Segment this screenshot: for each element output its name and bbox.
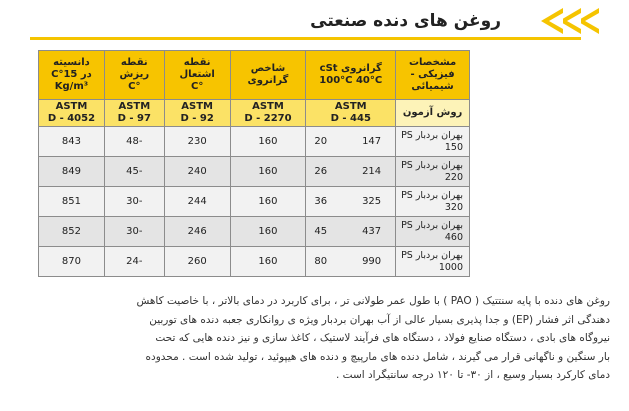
flash-point: 230 bbox=[164, 127, 230, 157]
viscosity-cell bbox=[306, 217, 396, 247]
header-cell: نقطه ریزش °C bbox=[104, 51, 164, 100]
viscosity-cell bbox=[306, 127, 396, 157]
description-line: دهندگی اثر فشار (EP) و جدا پذیری بسیار عالی از آب بهران بردبار ویژه ی روانکاری جعبه دنده های توربین bbox=[149, 313, 610, 326]
viscosity-40: 990 bbox=[362, 256, 382, 267]
density: 843 bbox=[39, 127, 105, 157]
table-header-row bbox=[39, 51, 470, 100]
flash-point: 244 bbox=[164, 187, 230, 217]
viscosity-40: 437 bbox=[362, 226, 382, 237]
product-name: بهران بردبار PS 150 bbox=[396, 127, 470, 157]
viscosity-100: 36 bbox=[314, 196, 328, 207]
astm-cell: ASTM D - 2270 bbox=[230, 100, 306, 127]
table-row bbox=[39, 157, 470, 187]
pour-point: -45 bbox=[104, 157, 164, 187]
viscosity-100: 80 bbox=[314, 256, 328, 267]
viscosity-40: 214 bbox=[362, 166, 382, 177]
spec-table bbox=[38, 50, 470, 277]
header-cell: شاخص گرانروی bbox=[230, 51, 306, 100]
product-description bbox=[30, 292, 610, 385]
viscosity-index: 160 bbox=[230, 127, 306, 157]
density: 851 bbox=[39, 187, 105, 217]
viscosity-index: 160 bbox=[230, 247, 306, 277]
pour-point: -48 bbox=[104, 127, 164, 157]
product-name: بهران بردبار PS 460 bbox=[396, 217, 470, 247]
description-line: دمای کارکرد بسیار وسیع ، از ۳۰- تا ۱۲۰ درجه سانتیگراد است . bbox=[335, 369, 610, 381]
page-title: روغن های دنده صنعتی bbox=[310, 11, 501, 31]
density: 849 bbox=[39, 157, 105, 187]
header-cell: مشخصات فیزیکی - شیمیائی bbox=[396, 51, 470, 100]
viscosity-40: 325 bbox=[362, 196, 382, 207]
table-row bbox=[39, 247, 470, 277]
viscosity-index: 160 bbox=[230, 157, 306, 187]
viscosity-100: 26 bbox=[314, 166, 328, 177]
viscosity-cell bbox=[306, 247, 396, 277]
viscosity-cell bbox=[306, 187, 396, 217]
product-name: بهران بردبار PS 1000 bbox=[396, 247, 470, 277]
description-line: نیروگاه های بادی ، دستگاه صنایع فولاد ، دستگاه های فرآیند لاستیک ، کاغذ سازی و نیز دنده هایی که تحت bbox=[155, 332, 610, 344]
section-header bbox=[0, 0, 629, 46]
flash-point: 260 bbox=[164, 247, 230, 277]
product-name: بهران بردبار PS 220 bbox=[396, 157, 470, 187]
viscosity-100: 20 bbox=[314, 136, 328, 147]
flash-point: 240 bbox=[164, 157, 230, 187]
header-cell: دانسیته در 15°C Kg/m³ bbox=[39, 51, 105, 100]
test-method-row bbox=[39, 100, 470, 127]
viscosity-40: 147 bbox=[362, 136, 382, 147]
test-method-label: روش آزمون bbox=[396, 100, 470, 127]
table-row bbox=[39, 217, 470, 247]
viscosity-index: 160 bbox=[230, 187, 306, 217]
table-row bbox=[39, 127, 470, 157]
table-row bbox=[39, 187, 470, 217]
pour-point: -24 bbox=[104, 247, 164, 277]
product-name: بهران بردبار PS 320 bbox=[396, 187, 470, 217]
pour-point: -30 bbox=[104, 217, 164, 247]
astm-cell: ASTM D - 4052 bbox=[39, 100, 105, 127]
viscosity-index: 160 bbox=[230, 217, 306, 247]
astm-cell: ASTM D - 92 bbox=[164, 100, 230, 127]
header-underline bbox=[30, 37, 581, 40]
header-cell: نقطه اشتعال °C bbox=[164, 51, 230, 100]
astm-cell: ASTM D - 97 bbox=[104, 100, 164, 127]
description-line: بار سنگین و ناگهانی قرار می گیرند ، شامل دنده های مارپیچ و دنده های هیپوئید ، تولید شده است . محدوده bbox=[145, 350, 610, 363]
pour-point: -30 bbox=[104, 187, 164, 217]
description-line: روغن های دنده با پایه سنتتیک ( PAO ) با طول عمر طولانی تر ، برای کاربرد در دمای بالاتر ، با خاصیت کاهش bbox=[136, 295, 610, 307]
density: 852 bbox=[39, 217, 105, 247]
header-cell: گرانروی cSt 100°C 40°C bbox=[306, 51, 396, 100]
viscosity-100: 45 bbox=[314, 226, 328, 237]
astm-cell: ASTM D - 445 bbox=[306, 100, 396, 127]
viscosity-cell bbox=[306, 157, 396, 187]
density: 870 bbox=[39, 247, 105, 277]
chevron-arrows-icon bbox=[505, 8, 599, 34]
flash-point: 246 bbox=[164, 217, 230, 247]
